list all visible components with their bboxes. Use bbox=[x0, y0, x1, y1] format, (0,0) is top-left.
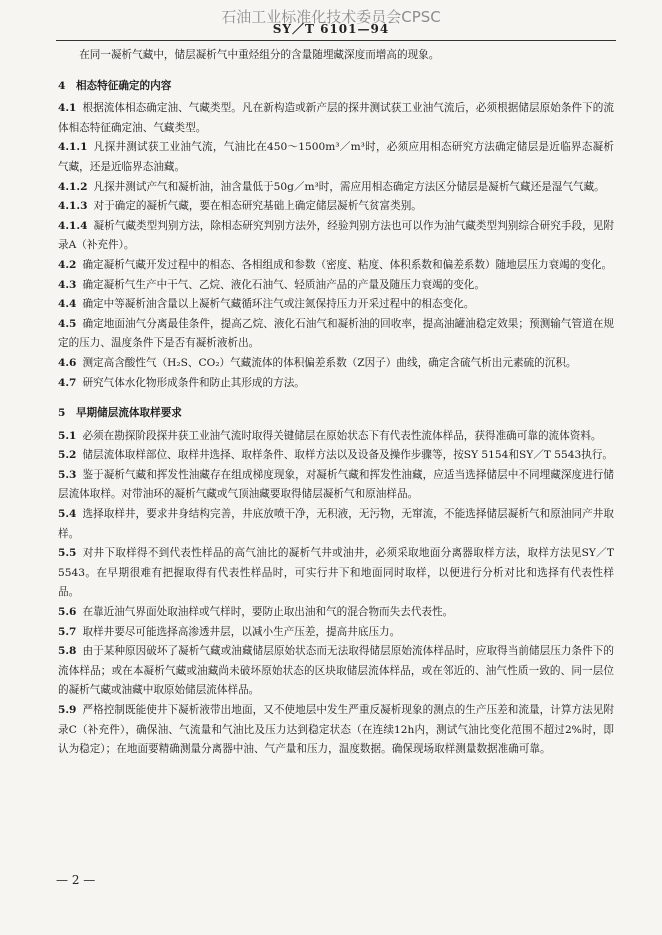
clause-text: 根据流体相态确定油、气藏类型。凡在新构造或新产层的探井测试获工业油气流后，必须根据储层原始条件下的流体相态特征确定油、气藏类型。 bbox=[58, 102, 614, 134]
clause-text: 凡探井测试获工业油气流，气油比在450～1500m³／m³时，必须应用相态研究方法确定储层是近临界态凝析气藏，还是近临界态油藏。 bbox=[58, 141, 614, 173]
clause-number: 5.5 bbox=[58, 547, 77, 560]
clause-paragraph bbox=[58, 701, 614, 760]
clause-text: 必须在勘探阶段探井获工业油气流时取得关键储层在原始状态下有代表性流体样品，获得准确可靠的流体资料。 bbox=[82, 429, 602, 442]
clause-number: 4.2 bbox=[58, 258, 77, 271]
clause-number: 4.4 bbox=[58, 298, 77, 311]
clause-paragraph bbox=[58, 138, 614, 177]
clause-text: 确定地面油气分离最佳条件，提高乙烷、液化石油气和凝析油的回收率，提高油罐油稳定效果；预测输气管道在规定的压力、温度条件下是否有凝析液析出。 bbox=[58, 317, 614, 350]
clause-number: 5.3 bbox=[58, 468, 77, 481]
clause-paragraph bbox=[58, 197, 614, 217]
clause-paragraph bbox=[58, 427, 614, 447]
clause-text: 确定中等凝析油含量以上凝析气藏循环注气或注氮保持压力开采过程中的相态变化。 bbox=[82, 298, 475, 311]
clause-paragraph bbox=[58, 446, 614, 466]
clause-text: 对于确定的凝析气藏，要在相态研究基础上确定储层凝析气贫富类别。 bbox=[93, 200, 422, 213]
clause-paragraph bbox=[58, 466, 614, 505]
clause-number: 4.1.4 bbox=[58, 219, 88, 232]
clause-paragraph bbox=[58, 603, 614, 623]
intro-paragraph: 在同一凝析气藏中，储层凝析气中重烃组分的含量随埋藏深度而增高的现象。 bbox=[79, 49, 440, 61]
clause-text: 凡探井测试产气和凝析油，油含量低于50g／m³时，需应用相态确定方法区分储层是凝析气藏还是湿气气藏。 bbox=[93, 180, 605, 193]
clause-paragraph bbox=[58, 178, 614, 198]
section-5-heading: 5 早期储层流体取样要求 bbox=[58, 407, 182, 420]
document-body bbox=[58, 46, 614, 760]
clause-text: 严格控制既能使井下凝析液带出地面，又不使地层中发生严重反凝析现象的测点的生产压差和流量，计算方法见附录C（补充件），确保油、气流量和气油比及压力达到稳定状态（在连续12h内，测试气油比变化范围不超过2%时，即认为稳定）；在地面要精确测量分离器中油、气产量和压力，温度数据。确保现场取样测量数据准确可靠。 bbox=[58, 704, 614, 756]
clause-paragraph bbox=[58, 217, 614, 256]
clause-number: 5.4 bbox=[58, 508, 77, 521]
section-4-list bbox=[58, 99, 614, 393]
section-4-heading: 4 相态特征确定的内容 bbox=[58, 79, 172, 92]
clause-text: 鉴于凝析气藏和挥发性油藏存在组成梯度现象，对凝析气藏和挥发性油藏，应适当选择储层中不同埋藏深度进行储层流体取样。对带油环的凝析气藏或气顶油藏要取得储层凝析气和原油样品。 bbox=[58, 468, 614, 501]
clause-text: 对井下取样得不到代表性样品的高气油比的凝析气井或油井，必须采取地面分离器取样方法，取样方法见SY／T 5543。在早期很难有把握取得有代表性样品时，可实行井下和地面同时取样，以便进行分析对比和选择有代表性样品。 bbox=[58, 547, 614, 599]
clause-paragraph bbox=[58, 256, 614, 276]
clause-number: 4.1.1 bbox=[58, 141, 88, 154]
clause-text: 研究气体水化物形成条件和防止其形成的方法。 bbox=[82, 376, 305, 389]
clause-number: 4.1.2 bbox=[58, 180, 88, 193]
clause-text: 确定凝析气生产中干气、乙烷、液化石油气、轻质油产品的产量及随压力衰竭的变化。 bbox=[82, 278, 485, 291]
clause-text: 在靠近油气界面处取油样或气样时，要防止取出油和气的混合物而失去代表性。 bbox=[82, 606, 454, 619]
clause-number: 5.1 bbox=[58, 429, 77, 442]
clause-text: 由于某种原因破坏了凝析气藏或油藏储层原始状态而无法取得储层原始流体样品时，应取得当前储层压力条件下的流体样品；或在本凝析气藏或油藏尚未破坏原始状态的区块取储层流体样品，或在邻近的、油气性质一致的、同一层位的凝析气藏或油藏中取原始储层流体样品。 bbox=[58, 645, 614, 697]
clause-number: 4.6 bbox=[58, 356, 77, 369]
clause-number: 4.1 bbox=[58, 102, 77, 115]
clause-paragraph bbox=[58, 295, 614, 315]
clause-text: 储层流体取样部位、取样井选择、取样条件、取样方法以及设备及操作步骤等，按SY 5154和SY／T 5543执行。 bbox=[82, 449, 614, 462]
clause-number: 5.2 bbox=[58, 449, 77, 462]
clause-paragraph bbox=[58, 315, 614, 354]
clause-number: 4.3 bbox=[58, 278, 77, 291]
clause-text: 凝析气藏类型判别方法，除相态研究判别方法外，经验判别方法也可以作为油气藏类型判别综合研究手段，见附录A（补充件）。 bbox=[58, 219, 614, 252]
clause-text: 确定凝析气藏开发过程中的相态、各相组成和参数（密度、粘度、体积系数和偏差系数）随地层压力衰竭的变化。 bbox=[82, 258, 613, 271]
clause-number: 5.7 bbox=[58, 625, 77, 638]
clause-paragraph bbox=[58, 99, 614, 138]
clause-number: 4.1.3 bbox=[58, 200, 88, 213]
clause-text: 选择取样井，要求井身结构完善，井底放喷干净，无积液，无污物，无窜流，不能选择储层凝析气和原油同产井取样。 bbox=[58, 508, 614, 540]
standard-number: SY／T 6101—94 bbox=[272, 22, 390, 36]
clause-text: 取样井要尽可能选择高渗透井层，以减小生产压差，提高井底压力。 bbox=[82, 625, 401, 638]
clause-paragraph bbox=[58, 505, 614, 544]
clause-text: 测定高含酸性气（H₂S、CO₂）气藏流体的体积偏差系数（Z因子）曲线，确定含硫气析出元素硫的沉积。 bbox=[82, 356, 577, 369]
watermark-text: 石油工业标准化技术委员会CPSC bbox=[221, 8, 441, 26]
clause-number: 5.9 bbox=[58, 704, 77, 716]
clause-paragraph bbox=[58, 276, 614, 296]
clause-number: 5.8 bbox=[58, 645, 77, 658]
clause-number: 5.6 bbox=[58, 606, 77, 619]
clause-paragraph bbox=[58, 623, 614, 643]
clause-number: 4.7 bbox=[58, 376, 77, 389]
header-divider bbox=[56, 40, 616, 41]
clause-number: 4.5 bbox=[58, 317, 77, 330]
clause-paragraph bbox=[58, 354, 614, 374]
clause-paragraph bbox=[58, 642, 614, 701]
page-number: — 2 — bbox=[56, 873, 96, 887]
clause-paragraph bbox=[58, 544, 614, 603]
section-5-list bbox=[58, 427, 614, 760]
clause-paragraph bbox=[58, 374, 614, 394]
